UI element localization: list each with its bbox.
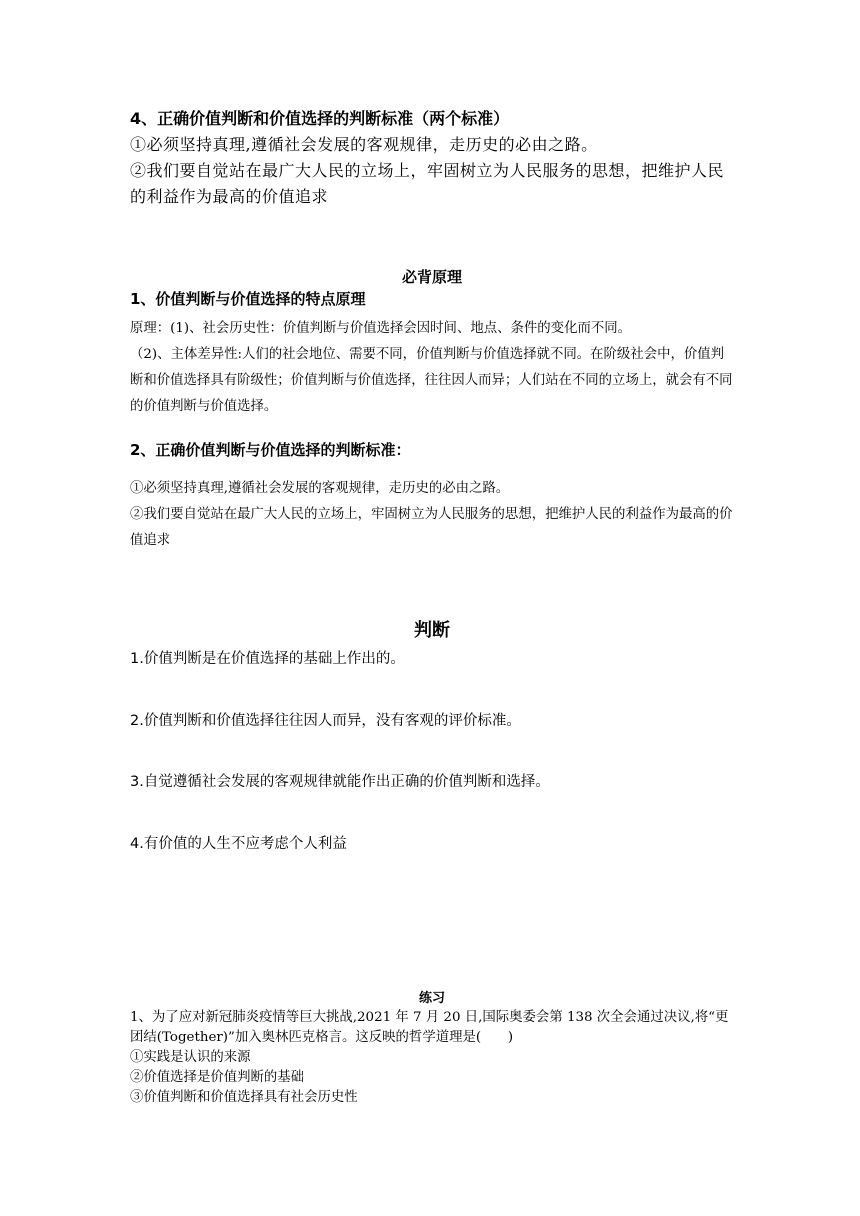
practice-option-2: ②价值选择是价值判断的基础 xyxy=(130,1070,305,1085)
practice-option-3: ③价值判断和价值选择具有社会历史性 xyxy=(130,1090,358,1105)
standard-line-1: ①必须坚持真理,遵循社会发展的客观规律，走历史的必由之路。 xyxy=(130,135,598,154)
section-heading-standards: 4、正确价值判断和价值选择的判断标准（两个标准） xyxy=(130,109,510,128)
standard-line-2: ②我们要自觉站在最广大人民的立场上，牢固树立为人民服务的思想，把维护人民的利益作为最高的价值追求 xyxy=(130,161,725,206)
practice-question: 1、为了应对新冠肺炎疫情等巨大挑战,2021 年 7 月 20 日,国际奥委会第 138 次全会通过决议,将“更团结(Together)”加入奥林匹克格言。这反映的哲学道理是( ) xyxy=(130,1010,729,1045)
principle-1-para-1: 原理：(1)、社会历史性：价值判断与价值选择会因时间、地点、条件的变化而不同。 xyxy=(130,321,632,336)
judgment-title: 判断 xyxy=(414,620,450,641)
principles-title: 必背原理 xyxy=(401,268,462,286)
principle-2-heading: 2、正确价值判断与价值选择的判断标准： xyxy=(130,441,411,459)
principle-2-line-2: ②我们要自觉站在最广大人民的立场上，牢固树立为人民服务的思想，把维护人民的利益作为最高的价值追求 xyxy=(130,507,733,548)
judgment-item-3: 3.自觉遵循社会发展的客观规律就能作出正确的价值判断和选择。 xyxy=(130,774,550,790)
principle-1-para-2: （2)、主体差异性:人们的社会地位、需要不同，价值判断与价值选择就不同。在阶级社会中，价值判断和价值选择具有阶级性；价值判断与价值选择，往往因人而异；人们站在不同的立场上，就会有不同的价值判断与价值选择。 xyxy=(130,347,733,414)
practice-title: 练习 xyxy=(418,991,445,1006)
judgment-item-4: 4.有价值的人生不应考虑个人利益 xyxy=(130,836,347,852)
practice-option-1: ①实践是认识的来源 xyxy=(130,1050,251,1065)
principle-1-heading: 1、价值判断与价值选择的特点原理 xyxy=(130,290,366,308)
judgment-item-2: 2.价值判断和价值选择往往因人而异，没有客观的评价标准。 xyxy=(130,713,521,729)
judgment-item-1: 1.价值判断是在价值选择的基础上作出的。 xyxy=(130,651,405,667)
principle-2-line-1: ①必须坚持真理,遵循社会发展的客观规律，走历史的必由之路。 xyxy=(130,481,510,496)
